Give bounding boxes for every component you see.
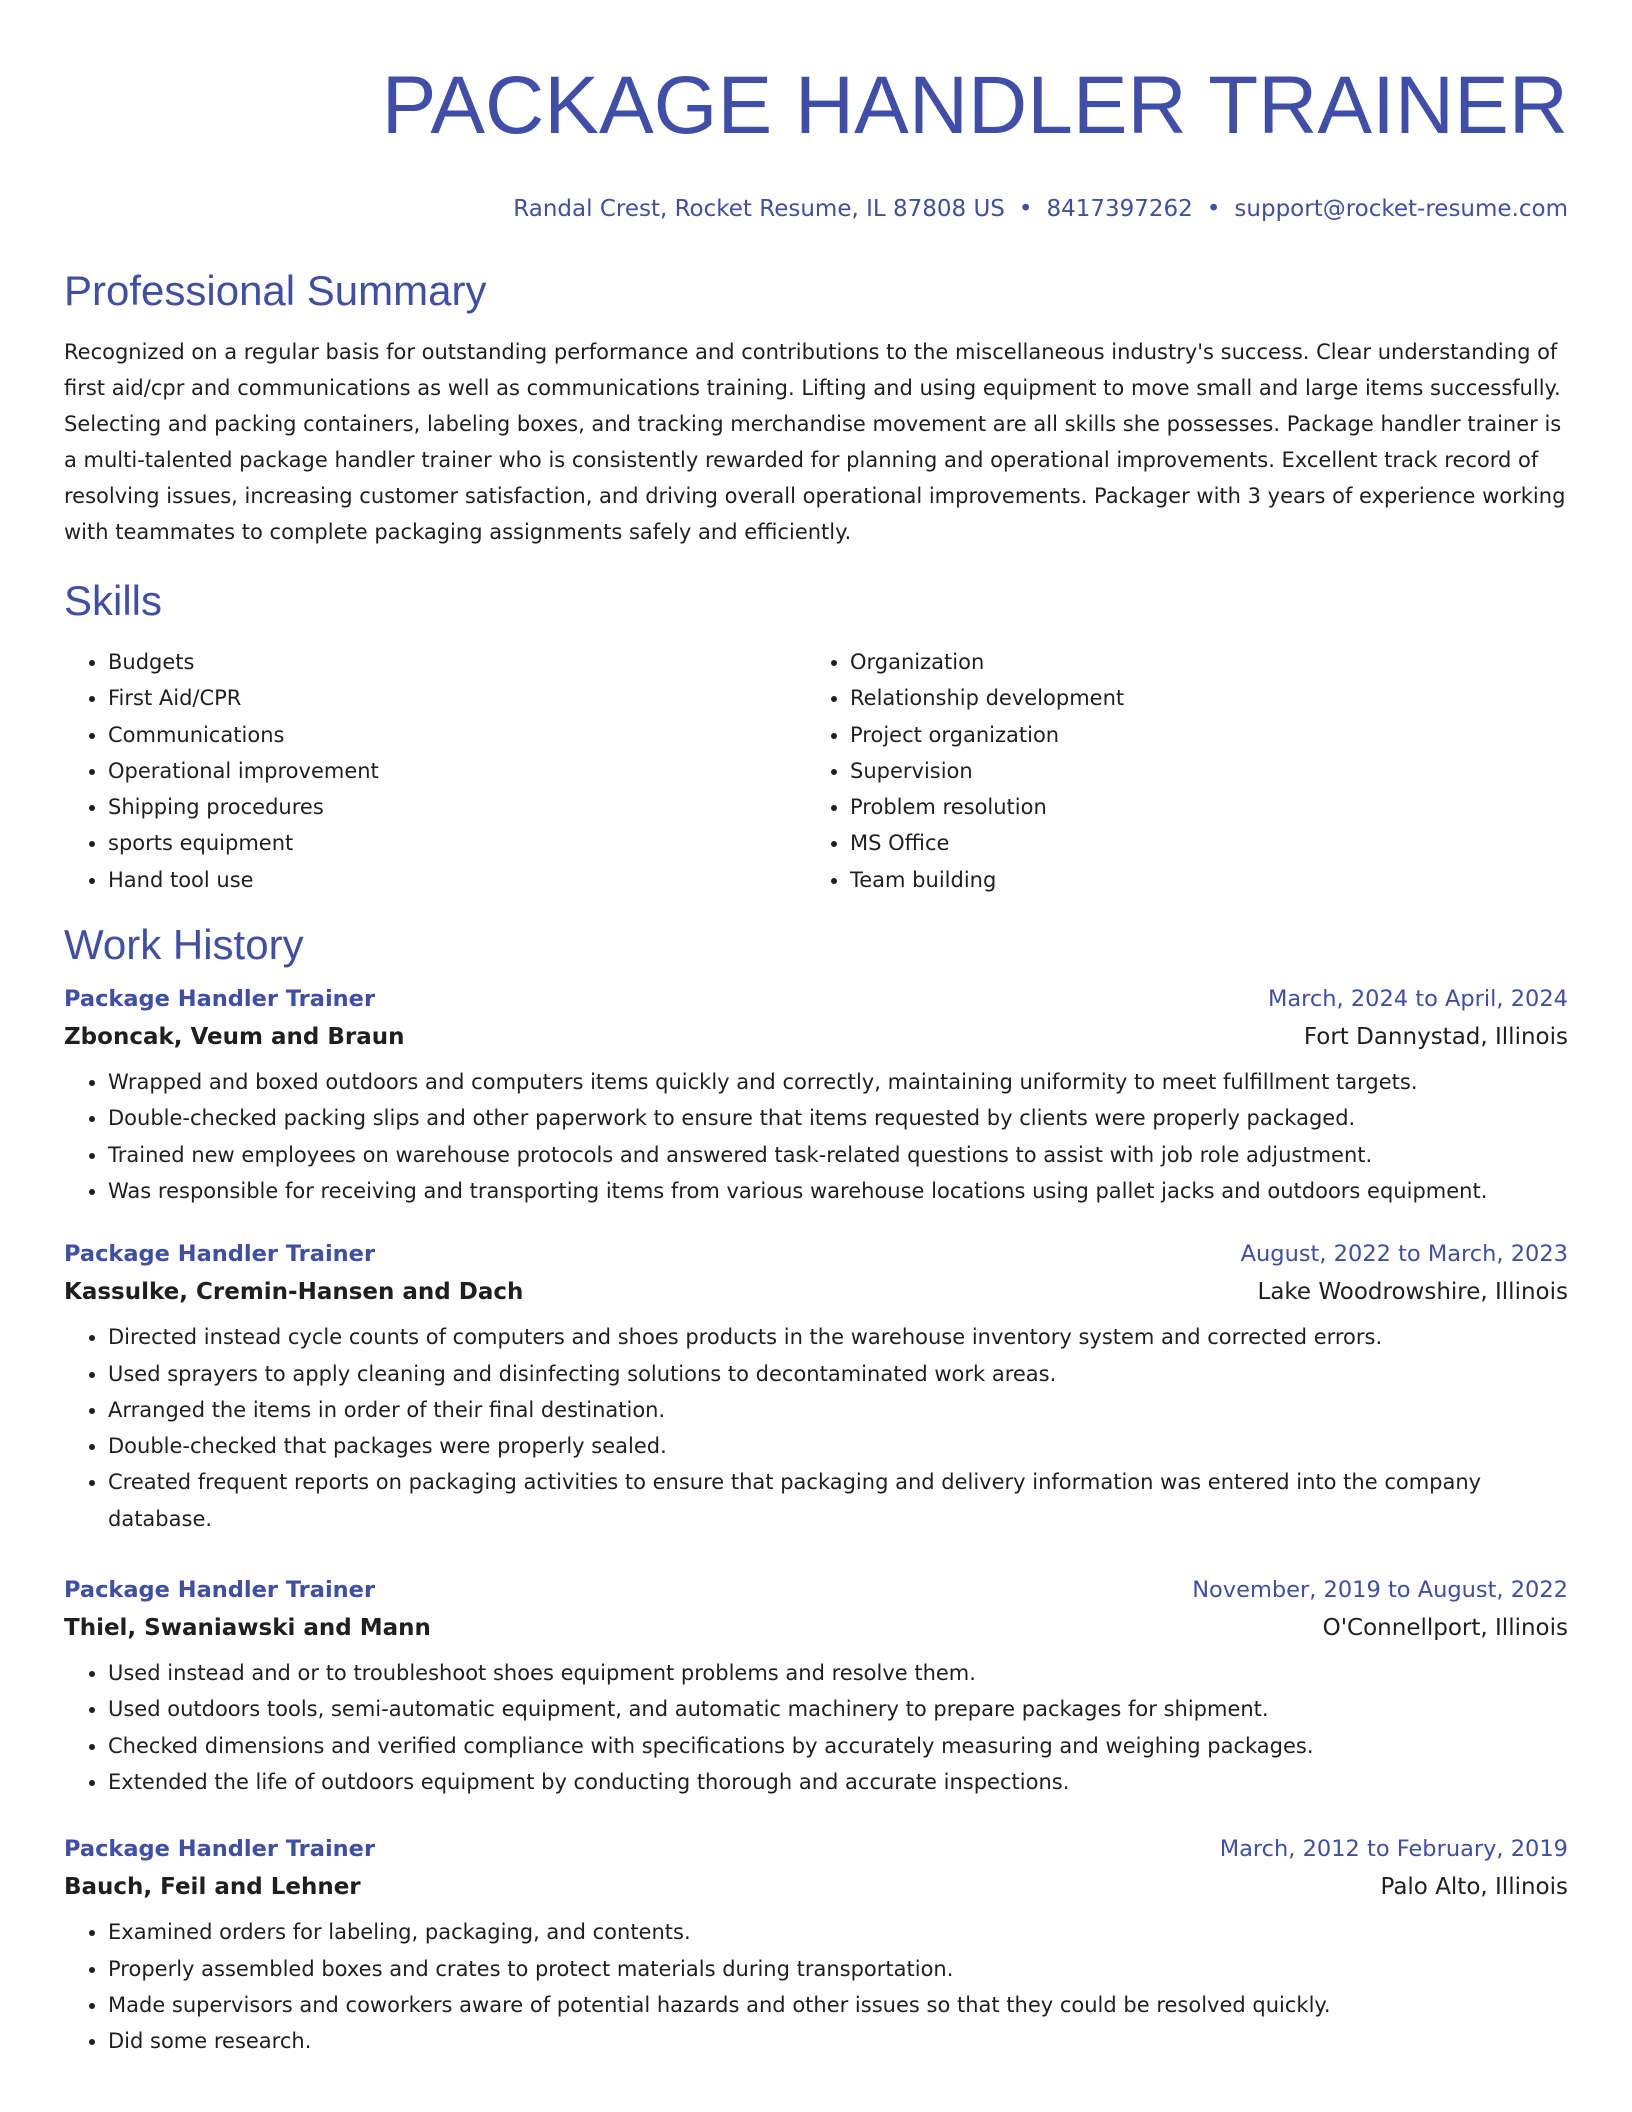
- job-bullet: • Created frequent reports on packaging activities to ensure that packaging and delivery information was entered into the company database.: [108, 1464, 1568, 1537]
- skill-item: • Problem resolution: [850, 789, 1548, 825]
- job-location: Fort Dannystad, Illinois: [1303, 1024, 1568, 1051]
- job-subheader: [64, 1022, 1568, 1052]
- job-bullet: • Double-checked that packages were properly sealed.: [108, 1428, 1568, 1464]
- job-bullet: • Double-checked packing slips and other paperwork to ensure that items requested by clients were properly packaged.: [108, 1100, 1568, 1136]
- section-title-skills: Skills: [64, 577, 163, 624]
- job-header: [64, 1239, 1568, 1269]
- skills-list-left: [64, 644, 806, 898]
- job-company: Zboncak, Veum and Braun: [64, 1024, 405, 1051]
- skill-item: • Team building: [850, 862, 1548, 898]
- job-bullets: [64, 1319, 1568, 1537]
- job-header: [64, 1575, 1568, 1605]
- job-entry: [64, 1575, 1568, 1800]
- job-bullet: • Wrapped and boxed outdoors and computers items quickly and correctly, maintaining uniformity to meet fulfillment targets.: [108, 1064, 1568, 1100]
- job-title: Package Handler Trainer: [64, 1241, 376, 1268]
- contact-email[interactable]: support@rocket-resume.com: [1234, 196, 1568, 222]
- job-dates: August, 2022 to March, 2023: [1240, 1241, 1568, 1268]
- section-title-work-history: Work History: [64, 921, 304, 969]
- job-dates: March, 2012 to February, 2019: [1219, 1836, 1568, 1863]
- job-title: Package Handler Trainer: [64, 986, 376, 1013]
- job-bullet: • Made supervisors and coworkers aware of potential hazards and other issues so that they could be resolved quickly.: [108, 1987, 1568, 2023]
- skill-item: • sports equipment: [108, 825, 806, 861]
- skill-item: • Budgets: [108, 644, 806, 680]
- contact-address: Randal Crest, Rocket Resume, IL 87808 US: [513, 196, 1005, 222]
- skill-item: • Operational improvement: [108, 753, 806, 789]
- job-bullet: • Used instead and or to troubleshoot shoes equipment problems and resolve them.: [108, 1655, 1568, 1691]
- contact-separator: •: [1018, 196, 1033, 222]
- contact-line: [64, 194, 1568, 224]
- skill-item: • Shipping procedures: [108, 789, 806, 825]
- job-dates: March, 2024 to April, 2024: [1267, 986, 1568, 1013]
- job-subheader: [64, 1872, 1568, 1902]
- job-bullet: • Properly assembled boxes and crates to protect materials during transportation.: [108, 1951, 1568, 1987]
- contact-separator: •: [1206, 196, 1221, 222]
- job-bullet: • Arranged the items in order of their final destination.: [108, 1392, 1568, 1428]
- job-header: [64, 1834, 1568, 1864]
- resume-name-heading: PACKAGE HANDLER TRAINER: [381, 60, 1568, 151]
- job-subheader: [64, 1613, 1568, 1643]
- job-subheader: [64, 1277, 1568, 1307]
- job-bullets: [64, 1064, 1568, 1209]
- job-bullet: • Extended the life of outdoors equipment by conducting thorough and accurate inspections.: [108, 1764, 1568, 1800]
- skill-item: • First Aid/CPR: [108, 680, 806, 716]
- skill-item: • Supervision: [850, 753, 1548, 789]
- job-location: Lake Woodrowshire, Illinois: [1257, 1279, 1568, 1306]
- job-bullet: • Did some research.: [108, 2023, 1568, 2059]
- skill-item: • Organization: [850, 644, 1548, 680]
- job-location: O'Connellport, Illinois: [1322, 1615, 1568, 1642]
- job-entry: [64, 1239, 1568, 1537]
- summary-text: Recognized on a regular basis for outstanding performance and contributions to the miscellaneous industry's success. Clear understanding of first aid/cpr and communications as well as communications training. Lifting and using equipment to move small and large items successfully. Selecting and packing containers, labeling boxes, and tracking merchandise movement are all skills she possesses. Package handler trainer is a multi-talented package handler trainer who is consistently rewarded for planning and operational improvements. Excellent track record of resolving issues, increasing customer satisfaction, and driving overall operational improvements. Packager with 3 years of experience working with teammates to complete packaging assignments safely and efficiently.: [64, 340, 1566, 544]
- job-company: Kassulke, Cremin-Hansen and Dach: [64, 1279, 524, 1306]
- job-entry: [64, 984, 1568, 1209]
- job-bullet: • Examined orders for labeling, packaging, and contents.: [108, 1914, 1568, 1950]
- job-bullet: • Trained new employees on warehouse protocols and answered task-related questions to assist with job role adjustment.: [108, 1137, 1568, 1173]
- skills-list-right: [806, 644, 1548, 898]
- job-bullet: • Directed instead cycle counts of computers and shoes products in the warehouse inventory system and corrected errors.: [108, 1319, 1568, 1355]
- job-title: Package Handler Trainer: [64, 1577, 376, 1604]
- job-entry: [64, 1834, 1568, 2059]
- skill-item: • Relationship development: [850, 680, 1548, 716]
- job-bullet: • Used sprayers to apply cleaning and disinfecting solutions to decontaminated work areas.: [108, 1356, 1568, 1392]
- skills-grid: [64, 644, 1568, 898]
- job-company: Thiel, Swaniawski and Mann: [64, 1615, 431, 1642]
- skill-item: • Project organization: [850, 717, 1548, 753]
- job-bullet: • Checked dimensions and verified compliance with specifications by accurately measuring and weighing packages.: [108, 1728, 1568, 1764]
- skill-item: • Communications: [108, 717, 806, 753]
- skill-item: • MS Office: [850, 825, 1548, 861]
- section-title-summary: Professional Summary: [64, 267, 487, 314]
- skill-item: • Hand tool use: [108, 862, 806, 898]
- job-dates: November, 2019 to August, 2022: [1192, 1577, 1568, 1604]
- resume-page: [64, 0, 1568, 2059]
- job-bullet: • Used outdoors tools, semi-automatic equipment, and automatic machinery to prepare packages for shipment.: [108, 1691, 1568, 1727]
- job-bullet: • Was responsible for receiving and transporting items from various warehouse locations using pallet jacks and outdoors equipment.: [108, 1173, 1568, 1209]
- job-location: Palo Alto, Illinois: [1380, 1874, 1568, 1901]
- job-bullets: [64, 1914, 1568, 2059]
- contact-phone: 8417397262: [1046, 196, 1193, 222]
- job-header: [64, 984, 1568, 1014]
- job-company: Bauch, Feil and Lehner: [64, 1874, 361, 1901]
- job-title: Package Handler Trainer: [64, 1836, 376, 1863]
- job-bullets: [64, 1655, 1568, 1800]
